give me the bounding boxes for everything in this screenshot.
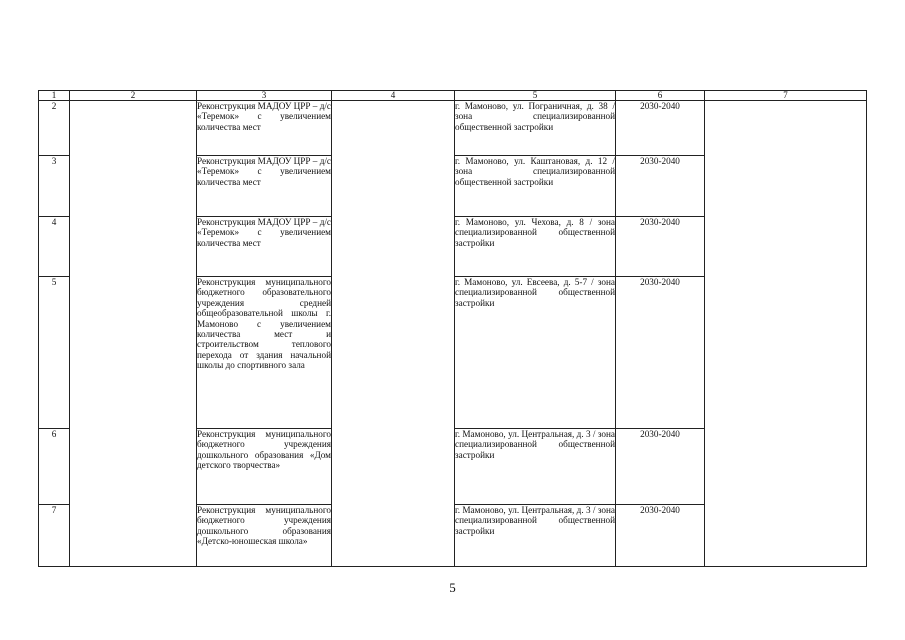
column-header-1: 1 — [39, 91, 70, 101]
table-row — [39, 101, 867, 156]
project-location: г. Мамоново, ул. Пограничная, д. 38 / зона специализированной общественной застройки — [455, 101, 616, 156]
project-name: Реконструкция МАДОУ ЦРР – д/с «Теремок» с увеличением количества мест — [197, 217, 332, 277]
project-name: Реконструкция МАДОУ ЦРР – д/с «Теремок» с увеличением количества мест — [197, 101, 332, 156]
project-location: г. Мамоново, ул. Центральная, д. 3 / зона специализированной общественной застройки — [455, 429, 616, 505]
column-header-5: 5 — [455, 91, 616, 101]
row-number: 2 — [39, 101, 70, 156]
column-7-merged-cell — [705, 101, 867, 567]
column-4-merged-cell — [332, 101, 455, 567]
projects-table — [38, 90, 867, 567]
project-period: 2030-2040 — [616, 277, 705, 429]
column-header-3: 3 — [197, 91, 332, 101]
project-name: Реконструкция муниципального бюджетного учреждения дошкольного образования «Дом детского творчества» — [197, 429, 332, 505]
row-number: 7 — [39, 505, 70, 567]
project-period: 2030-2040 — [616, 101, 705, 156]
project-location: г. Мамоново, ул. Центральная, д. 3 / зона специализированной общественной застройки — [455, 505, 616, 567]
column-header-7: 7 — [705, 91, 867, 101]
header-row — [39, 91, 867, 101]
project-period: 2030-2040 — [616, 429, 705, 505]
project-name: Реконструкция муниципального бюджетного учреждения дошкольного образования «Детско-юношеская школа» — [197, 505, 332, 567]
project-name: Реконструкция муниципального бюджетного образовательного учреждения средней общеобразовательной школы г. Мамоново с увеличением количества мест и строительством теплового перехода от здания начальной школы до спортивного зала — [197, 277, 332, 429]
project-period: 2030-2040 — [616, 505, 705, 567]
row-number: 3 — [39, 156, 70, 217]
project-period: 2030-2040 — [616, 217, 705, 277]
page-number: 5 — [449, 580, 456, 595]
project-location: г. Мамоново, ул. Евсеева, д. 5-7 / зона специализированной общественной застройки — [455, 277, 616, 429]
row-number: 5 — [39, 277, 70, 429]
column-header-2: 2 — [70, 91, 197, 101]
column-2-merged-cell — [70, 101, 197, 567]
project-location: г. Мамоново, ул. Каштановая, д. 12 / зона специализированной общественной застройки — [455, 156, 616, 217]
project-location: г. Мамоново, ул. Чехова, д. 8 / зона специализированной общественной застройки — [455, 217, 616, 277]
column-header-6: 6 — [616, 91, 705, 101]
column-header-4: 4 — [332, 91, 455, 101]
project-name: Реконструкция МАДОУ ЦРР – д/с «Теремок» с увеличением количества мест — [197, 156, 332, 217]
project-period: 2030-2040 — [616, 156, 705, 217]
row-number: 4 — [39, 217, 70, 277]
row-number: 6 — [39, 429, 70, 505]
